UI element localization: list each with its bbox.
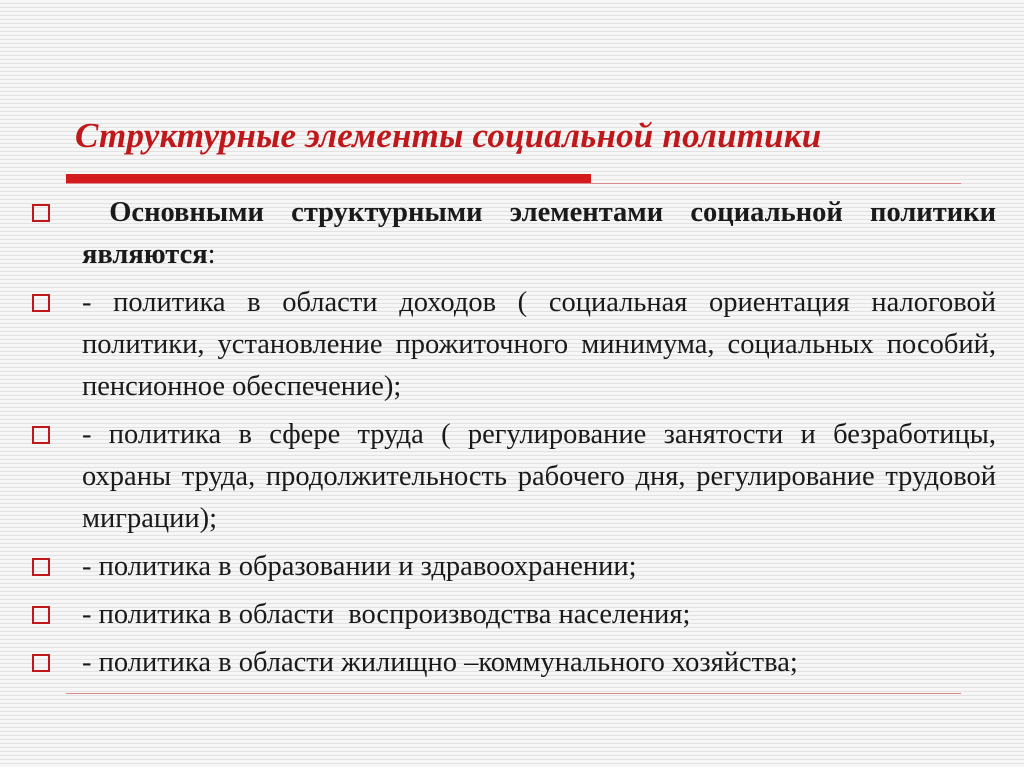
bullet-text: - политика в сфере труда ( регулирование занятости и безработицы, охраны труда, продолжительность рабочего дня, регулирование трудовой миграции); [82, 419, 996, 534]
title-underline-thin [66, 183, 961, 184]
bullet-item-education [32, 546, 996, 588]
bullet-item-income [32, 282, 996, 408]
bullet-item-housing [32, 642, 996, 684]
hollow-square-bullet-icon [32, 204, 50, 222]
bullet-item-labor [32, 414, 996, 540]
hollow-square-bullet-icon [32, 294, 50, 312]
hollow-square-bullet-icon [32, 606, 50, 624]
bullet-text: - политика в области воспроизводства населения; [82, 599, 691, 630]
hollow-square-bullet-icon [32, 558, 50, 576]
bullet-text [82, 192, 996, 276]
bullet-item-population [32, 594, 996, 636]
slide-title: Структурные элементы социальной политики [75, 116, 822, 155]
intro-colon: : [207, 239, 216, 270]
bullet-text: - политика в образовании и здравоохранении; [82, 551, 637, 582]
hollow-square-bullet-icon [32, 654, 50, 672]
intro-text: Основными структурными элементами социальной политики являются [82, 197, 996, 270]
bullet-text: - политика в области доходов ( социальная ориентация налоговой политики, установление прожиточного минимума, социальных пособий, пенсионное обеспечение); [82, 287, 996, 402]
hollow-square-bullet-icon [32, 426, 50, 444]
bullet-list [32, 192, 996, 690]
bullet-text: - политика в области жилищно –коммунального хозяйства; [82, 647, 798, 678]
bullet-item-intro [32, 192, 996, 276]
bottom-divider [66, 693, 961, 694]
